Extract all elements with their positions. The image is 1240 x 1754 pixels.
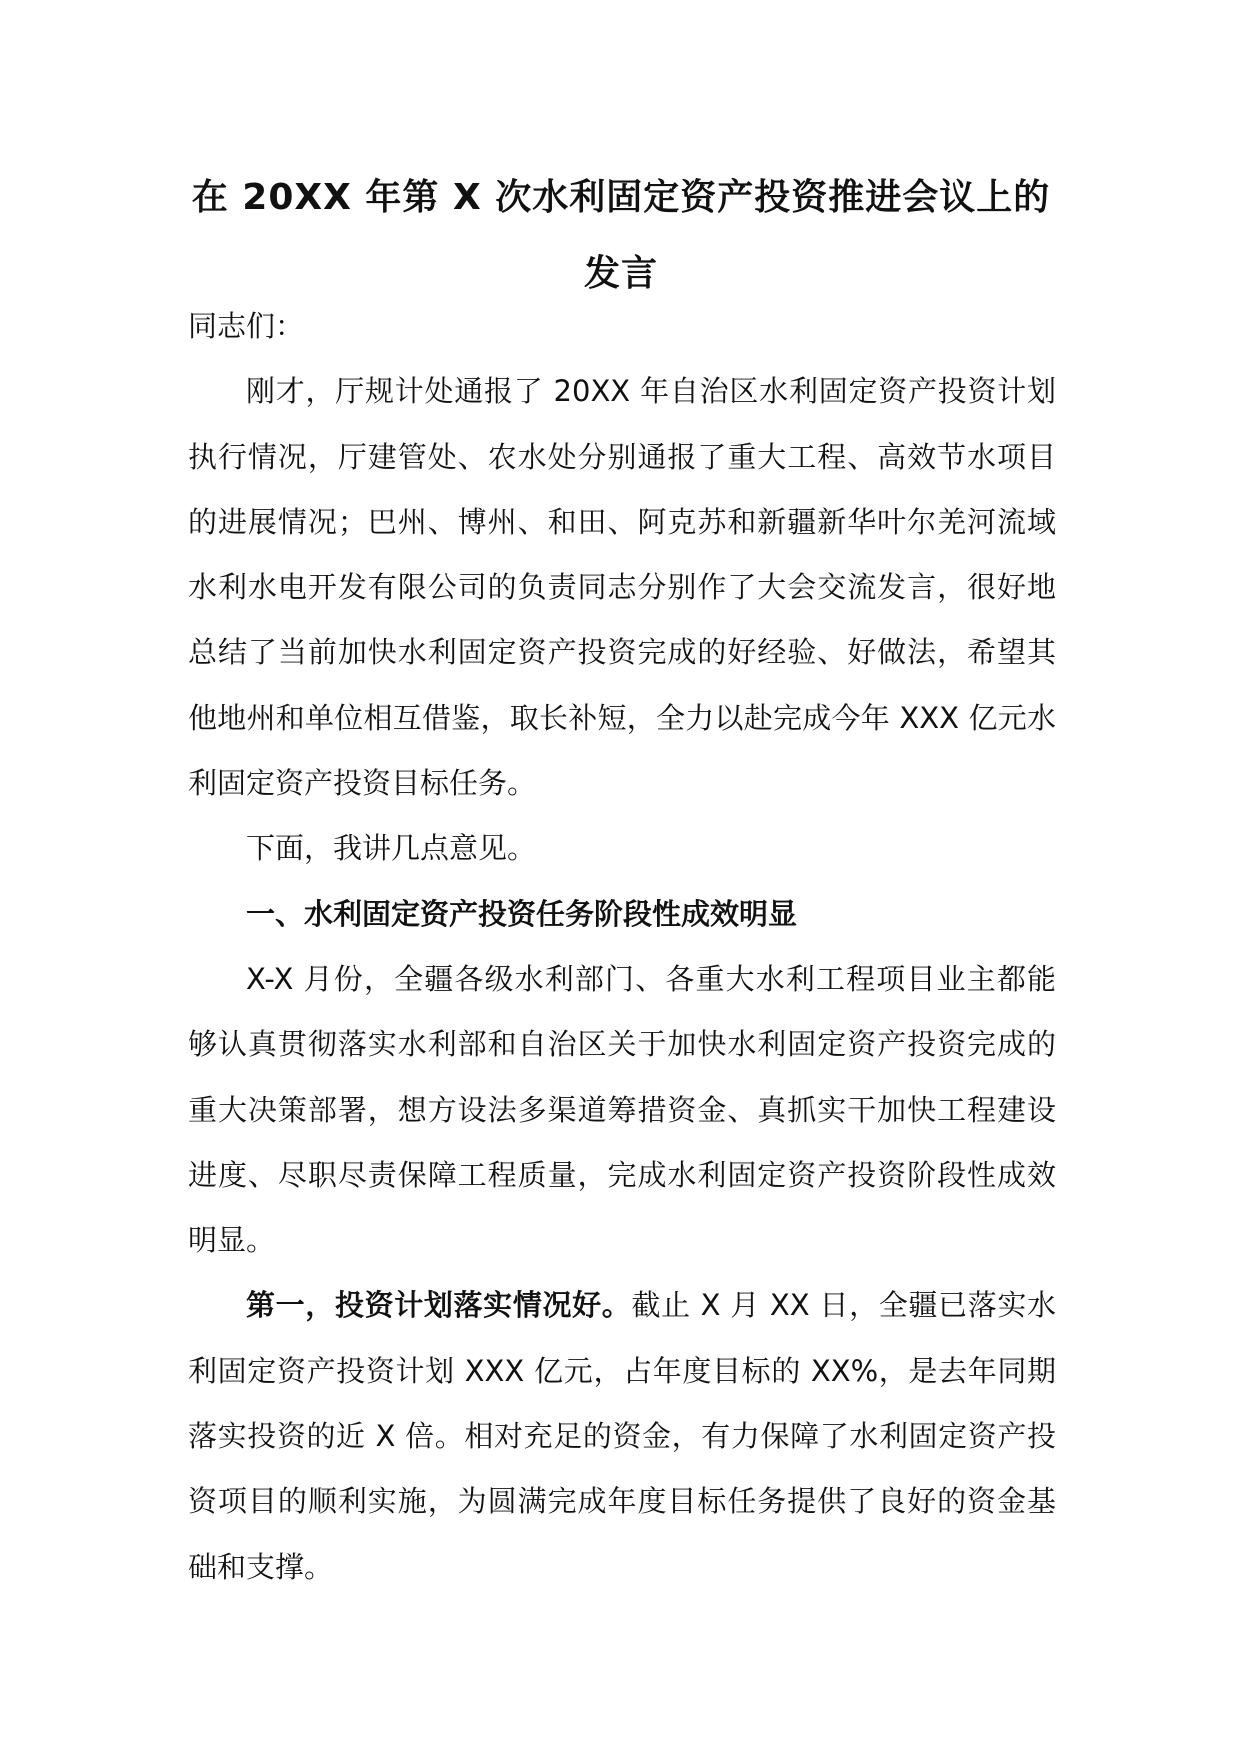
paragraph-body: 截止 X 月 XX 日，全疆已落实水利固定资产投资计划 XXX 亿元，占年度目标的 XX%，是去年同期落实投资的近 X 倍。相对充足的资金，有力保障了水利固定资产投资项目的顺利实施，为圆满完成年度目标任务提供了良好的资金基础和支撑。 xyxy=(188,1288,1056,1584)
paragraph-lead: 第一，投资计划落实情况好。 xyxy=(246,1288,632,1323)
document-title: 在 20XX 年第 X 次水利固定资产投资推进会议上的发言 xyxy=(191,177,1051,294)
section-heading: 一、水利固定资产投资任务阶段性成效明显 xyxy=(246,896,798,931)
paragraph-transition: 下面，我讲几点意见。 xyxy=(246,831,537,866)
salutation: 同志们： xyxy=(188,309,305,343)
paragraph-achievements: X-X 月份，全疆各级水利部门、各重大水利工程项目业主都能够认真贯彻落实水利部和自治区关于加快水利固定资产投资完成的重大决策部署，想方设法多渠道筹措资金、真抓实干加快工程建设进度、尽职尽责保障工程质量，完成水利固定资产投资阶段性成效明显。 xyxy=(188,961,1056,1258)
paragraph-investment-plan xyxy=(188,1273,1056,1599)
paragraph-opening: 刚才，厅规计处通报了 20XX 年自治区水利固定资产投资计划执行情况，厅建管处、农水处分别通报了重大工程、高效节水项目的进展情况；巴州、博州、和田、阿克苏和新疆新华叶尔羌河流域水利水电开发有限公司的负责同志分别作了大会交流发言，很好地总结了当前加快水利固定资产投资完成的好经验、好做法，希望其他地州和单位相互借鉴，取长补短，全力以赴完成今年 XXX 亿元水利固定资产投资目标任务。 xyxy=(188,374,1056,801)
document-body xyxy=(188,294,1056,1600)
